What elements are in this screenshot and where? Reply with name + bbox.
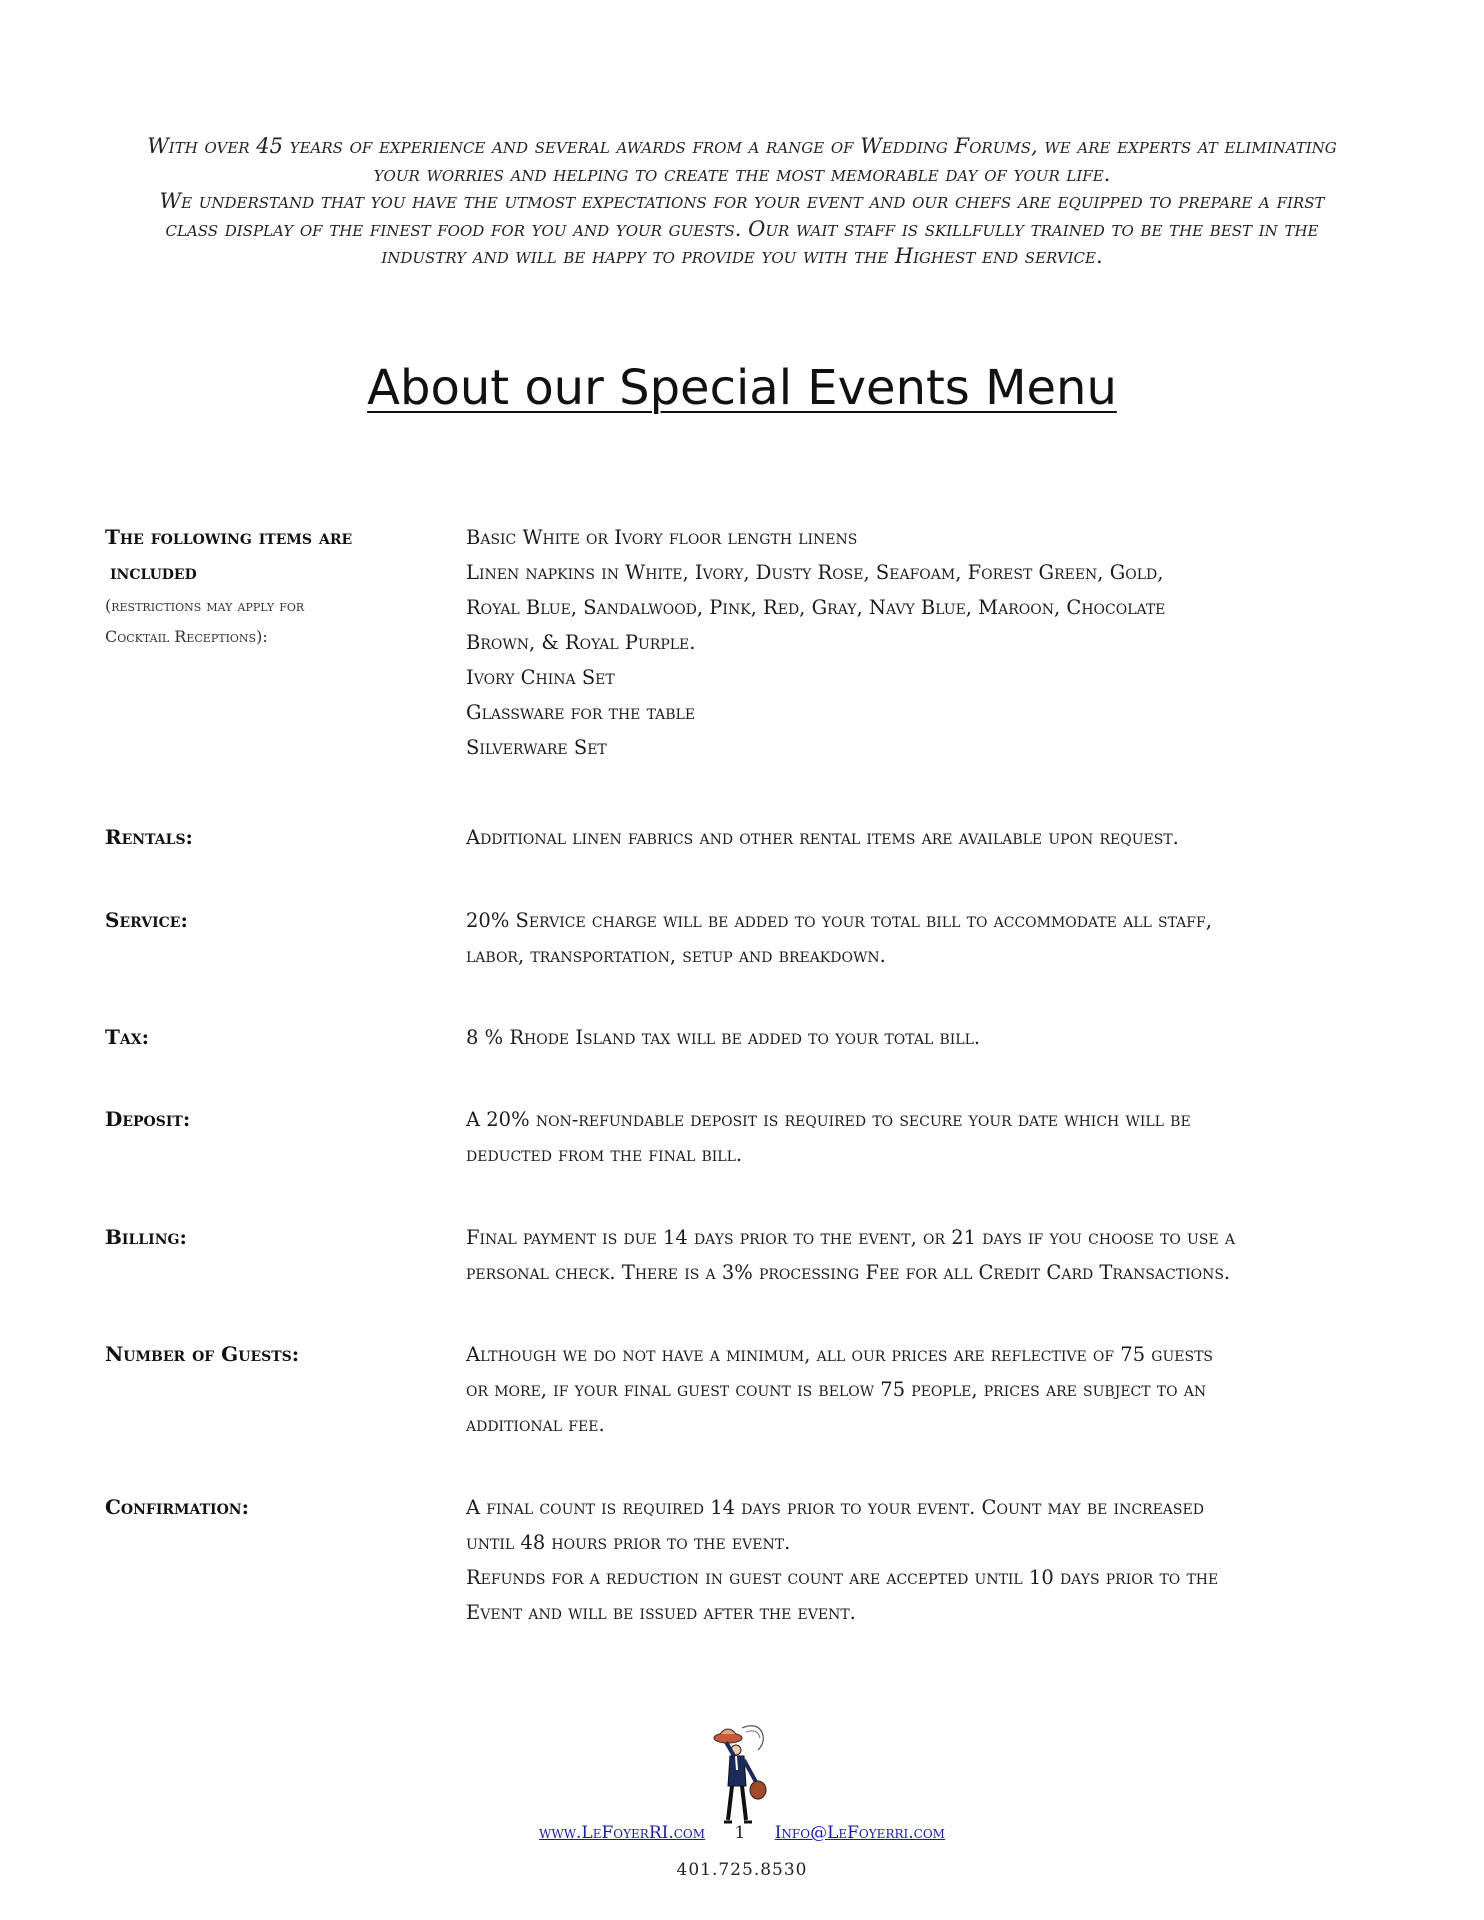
content-line: labor, transportation, setup and breakdown. (466, 944, 886, 967)
content-line: Silverware Set (466, 736, 607, 759)
content-line: Brown, & Royal Purple. (466, 631, 696, 654)
content-line: A 20% non-refundable deposit is required to secure your date which will be (466, 1108, 1191, 1131)
section-label: Confirmation: (105, 1495, 249, 1519)
email-link[interactable]: Info@LeFoyerri.com (774, 1823, 945, 1843)
intro-line: class display of the finest food for you and your guests. Our wait staff is skillfully trained to be the best in the (165, 216, 1319, 241)
content-line: Glassware for the table (466, 701, 696, 724)
label-note: (restrictions may apply for (105, 596, 305, 615)
page-title (0, 358, 1484, 418)
content-line: personal check. There is a 3% processing Fee for all Credit Card Transactions. (466, 1261, 1231, 1284)
section-label: Rentals: (105, 825, 193, 849)
content-line: A final count is required 14 days prior to your event. Count may be increased (466, 1496, 1204, 1519)
page-title-text: About our Special Events Menu (367, 360, 1117, 416)
intro-line: industry and will be happy to provide you with the Highest end service. (381, 244, 1103, 268)
section-label: Number of Guests: (105, 1342, 300, 1366)
section-content (466, 1102, 1386, 1172)
intro-paragraph (80, 133, 1404, 271)
section-content (466, 1220, 1386, 1290)
content-line: Basic White or Ivory floor length linens (466, 526, 858, 549)
section-content (466, 1020, 1386, 1055)
section-label (105, 520, 425, 652)
section-label: Billing: (105, 1225, 187, 1249)
section-content (466, 820, 1386, 855)
label-note: Cocktail Receptions): (105, 627, 268, 646)
section-content (466, 1337, 1386, 1442)
content-line: Royal Blue, Sandalwood, Pink, Red, Gray, Navy Blue, Maroon, Chocolate (466, 596, 1166, 619)
content-line: Refunds for a reduction in guest count are accepted until 10 days prior to the (466, 1566, 1219, 1589)
content-line: deducted from the final bill. (466, 1143, 743, 1166)
content-line: Although we do not have a minimum, all our prices are reflective of 75 guests (466, 1343, 1214, 1366)
content-line: Additional linen fabrics and other rental items are available upon request. (466, 826, 1179, 849)
footer-links (0, 1823, 1484, 1843)
section-label: Service: (105, 908, 188, 932)
content-line: additional fee. (466, 1413, 605, 1436)
section-content (466, 520, 1386, 765)
content-line: until 48 hours prior to the event. (466, 1531, 791, 1554)
content-line: Final payment is due 14 days prior to the event, or 21 days if you choose to use a (466, 1226, 1235, 1249)
content-line: Event and will be issued after the event. (466, 1601, 856, 1624)
content-line: or more, if your final guest count is below 75 people, prices are subject to an (466, 1378, 1207, 1401)
intro-line: With over 45 years of experience and several awards from a range of Wedding Forums, we are experts at eliminating (147, 134, 1337, 158)
website-link[interactable]: www.LeFoyerRI.com (539, 1823, 706, 1843)
section-label: Deposit: (105, 1107, 191, 1131)
page-number: 1 (734, 1823, 746, 1843)
content-line: 8 % Rhode Island tax will be added to your total bill. (466, 1026, 981, 1049)
waiter-logo-icon (706, 1720, 776, 1828)
section-content (466, 1490, 1386, 1630)
intro-line: We understand that you have the utmost expectations for your event and our chefs are equipped to prepare a first (159, 189, 1325, 213)
content-line: Linen napkins in White, Ivory, Dusty Rose, Seafoam, Forest Green, Gold, (466, 561, 1164, 584)
intro-line: your worries and helping to create the most memorable day of your life. (373, 161, 1111, 186)
section-content (466, 903, 1386, 973)
label-line: included (110, 560, 197, 584)
content-line: Ivory China Set (466, 666, 615, 689)
content-line: 20% Service charge will be added to your total bill to accommodate all staff, (466, 909, 1212, 932)
section-label: Tax: (105, 1025, 149, 1049)
phone-number: 401.725.8530 (676, 1860, 808, 1880)
label-line: The following items are (105, 525, 353, 549)
